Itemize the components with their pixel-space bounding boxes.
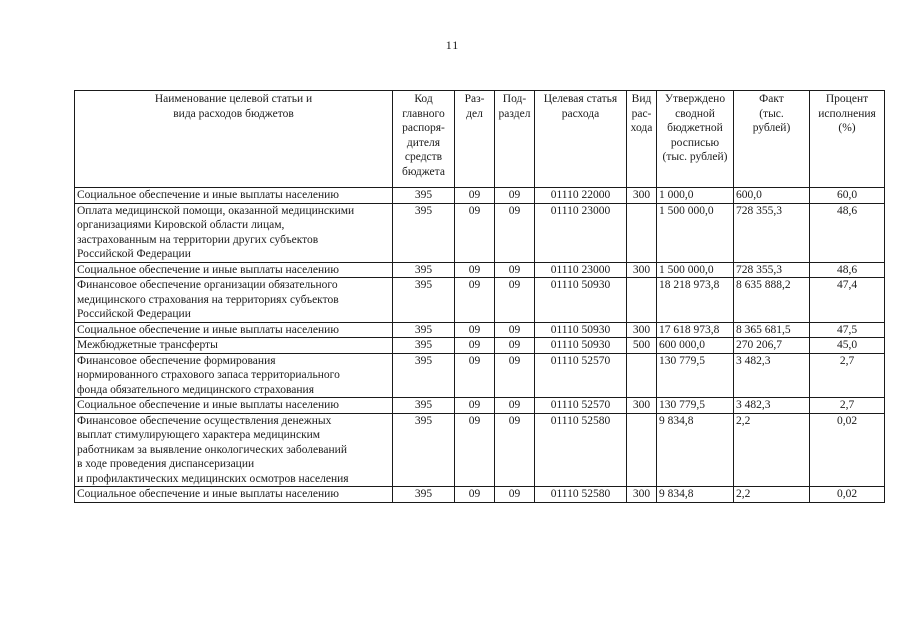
row-percent: 47,4 xyxy=(810,278,885,323)
header-line: бюджета xyxy=(402,165,445,178)
row-approved: 9 834,8 xyxy=(657,413,734,487)
row-target: 01110 23000 xyxy=(535,262,627,278)
row-name: Финансовое обеспечение организации обязательного медицинского страхования на территориях субъектов Российской Федерации xyxy=(75,278,393,323)
row-type: 500 xyxy=(627,338,657,354)
row-name: Оплата медицинской помощи, оказанной медицинскими организациями Кировской области лицам, застрахованным на территории других субъектов Российской Федерации xyxy=(75,203,393,262)
row-section: 09 xyxy=(455,487,495,503)
header-percent xyxy=(810,91,885,188)
row-approved: 1 000,0 xyxy=(657,188,734,204)
header-line: дителя xyxy=(406,136,441,149)
row-name: Социальное обеспечение и иные выплаты населению xyxy=(75,262,393,278)
header-line: Наименование целевой статьи и xyxy=(154,93,313,105)
row-subsection: 09 xyxy=(495,413,535,487)
row-subsection: 09 xyxy=(495,203,535,262)
row-subsection: 09 xyxy=(495,322,535,338)
table-row xyxy=(75,338,885,354)
row-percent: 60,0 xyxy=(810,188,885,204)
row-target: 01110 50930 xyxy=(535,278,627,323)
row-code: 395 xyxy=(393,278,455,323)
row-type xyxy=(627,353,657,398)
header-approved xyxy=(657,91,734,188)
row-name: Межбюджетные трансферты xyxy=(75,338,393,354)
row-code: 395 xyxy=(393,413,455,487)
row-subsection: 09 xyxy=(495,188,535,204)
row-section: 09 xyxy=(455,262,495,278)
table-row xyxy=(75,203,885,262)
row-approved: 9 834,8 xyxy=(657,487,734,503)
table-header xyxy=(75,91,885,188)
row-code: 395 xyxy=(393,353,455,398)
row-subsection: 09 xyxy=(495,338,535,354)
row-approved: 130 779,5 xyxy=(657,398,734,414)
row-subsection: 09 xyxy=(495,262,535,278)
header-fact xyxy=(734,91,810,188)
header-line: Утверждено xyxy=(664,93,726,105)
row-fact: 600,0 xyxy=(734,188,810,204)
row-target: 01110 52570 xyxy=(535,398,627,414)
table-row xyxy=(75,322,885,338)
row-type xyxy=(627,278,657,323)
row-subsection: 09 xyxy=(495,278,535,323)
row-percent: 0,02 xyxy=(810,413,885,487)
row-type: 300 xyxy=(627,188,657,204)
header-line: дел xyxy=(466,107,483,120)
page-number: 11 xyxy=(445,38,460,52)
header-line: (%) xyxy=(838,122,856,134)
row-type xyxy=(627,413,657,487)
table-body xyxy=(75,188,885,503)
table-row xyxy=(75,398,885,414)
row-target: 01110 52580 xyxy=(535,487,627,503)
row-target: 01110 22000 xyxy=(535,188,627,204)
budget-table xyxy=(74,90,885,503)
row-section: 09 xyxy=(455,398,495,414)
row-percent: 2,7 xyxy=(810,398,885,414)
row-fact: 270 206,7 xyxy=(734,338,810,354)
table-row xyxy=(75,262,885,278)
header-line: раздел xyxy=(498,107,531,120)
row-name: Финансовое обеспечение формирования нормированного страхового запаса территориального фонда обязательного медицинского страхования xyxy=(75,353,393,398)
row-subsection: 09 xyxy=(495,398,535,414)
row-code: 395 xyxy=(393,188,455,204)
row-code: 395 xyxy=(393,338,455,354)
row-section: 09 xyxy=(455,203,495,262)
row-fact: 8 635 888,2 xyxy=(734,278,810,323)
row-approved: 600 000,0 xyxy=(657,338,734,354)
header-line: Раз- xyxy=(464,93,485,105)
row-subsection: 09 xyxy=(495,353,535,398)
row-fact: 728 355,3 xyxy=(734,203,810,262)
row-target: 01110 50930 xyxy=(535,322,627,338)
header-line: Вид xyxy=(631,93,652,105)
row-name: Социальное обеспечение и иные выплаты населению xyxy=(75,398,393,414)
row-fact: 3 482,3 xyxy=(734,398,810,414)
row-section: 09 xyxy=(455,322,495,338)
header-line: главного xyxy=(402,107,445,120)
header-code xyxy=(393,91,455,188)
row-section: 09 xyxy=(455,413,495,487)
row-target: 01110 23000 xyxy=(535,203,627,262)
header-line: бюджетной xyxy=(667,122,723,134)
row-type: 300 xyxy=(627,322,657,338)
row-target: 01110 52570 xyxy=(535,353,627,398)
table-row xyxy=(75,278,885,323)
row-approved: 18 218 973,8 xyxy=(657,278,734,323)
row-type xyxy=(627,203,657,262)
header-subsection xyxy=(495,91,535,188)
row-code: 395 xyxy=(393,262,455,278)
row-section: 09 xyxy=(455,353,495,398)
row-code: 395 xyxy=(393,322,455,338)
header-line: сводной xyxy=(675,107,715,120)
row-code: 395 xyxy=(393,398,455,414)
header-line: рас- xyxy=(631,107,652,120)
row-fact: 3 482,3 xyxy=(734,353,810,398)
row-type: 300 xyxy=(627,262,657,278)
header-line: средств xyxy=(404,151,443,163)
row-approved: 1 500 000,0 xyxy=(657,262,734,278)
row-approved: 130 779,5 xyxy=(657,353,734,398)
table-row xyxy=(75,188,885,204)
row-approved: 17 618 973,8 xyxy=(657,322,734,338)
header-line: росписью xyxy=(670,136,720,149)
row-percent: 2,7 xyxy=(810,353,885,398)
header-section xyxy=(455,91,495,188)
row-percent: 45,0 xyxy=(810,338,885,354)
row-section: 09 xyxy=(455,338,495,354)
row-name: Финансовое обеспечение осуществления денежных выплат стимулирующего характера медицинским работникам за выявление онкологических заболеваний в ходе проведения диспансеризации и профилактических медицинских осмотров населения xyxy=(75,413,393,487)
header-line: расхода xyxy=(561,107,600,120)
row-percent: 0,02 xyxy=(810,487,885,503)
row-fact: 8 365 681,5 xyxy=(734,322,810,338)
header-line: (тыс. рублей) xyxy=(662,151,728,163)
row-fact: 2,2 xyxy=(734,413,810,487)
header-name xyxy=(75,91,393,188)
row-section: 09 xyxy=(455,188,495,204)
row-type: 300 xyxy=(627,487,657,503)
table-row xyxy=(75,353,885,398)
row-target: 01110 52580 xyxy=(535,413,627,487)
row-percent: 48,6 xyxy=(810,203,885,262)
row-code: 395 xyxy=(393,487,455,503)
row-name: Социальное обеспечение и иные выплаты населению xyxy=(75,487,393,503)
row-fact: 728 355,3 xyxy=(734,262,810,278)
header-line: Под- xyxy=(502,93,527,105)
header-line: Процент xyxy=(825,93,869,105)
row-name: Социальное обеспечение и иные выплаты населению xyxy=(75,322,393,338)
header-line: распоря- xyxy=(402,122,445,134)
header-line: Факт xyxy=(759,93,784,105)
header-target xyxy=(535,91,627,188)
table-row xyxy=(75,487,885,503)
row-code: 395 xyxy=(393,203,455,262)
row-name: Социальное обеспечение и иные выплаты населению xyxy=(75,188,393,204)
row-type: 300 xyxy=(627,398,657,414)
row-subsection: 09 xyxy=(495,487,535,503)
header-line: Код xyxy=(414,93,433,105)
row-percent: 47,5 xyxy=(810,322,885,338)
row-fact: 2,2 xyxy=(734,487,810,503)
header-line: хода xyxy=(630,122,653,134)
header-line: вида расходов бюджетов xyxy=(173,107,294,120)
header-line: исполнения xyxy=(818,107,876,120)
header-line: (тыс. xyxy=(759,107,784,120)
row-approved: 1 500 000,0 xyxy=(657,203,734,262)
header-type xyxy=(627,91,657,188)
header-line: Целевая статья xyxy=(543,93,618,105)
row-section: 09 xyxy=(455,278,495,323)
table-row xyxy=(75,413,885,487)
row-percent: 48,6 xyxy=(810,262,885,278)
row-target: 01110 50930 xyxy=(535,338,627,354)
header-line: рублей) xyxy=(752,122,791,134)
